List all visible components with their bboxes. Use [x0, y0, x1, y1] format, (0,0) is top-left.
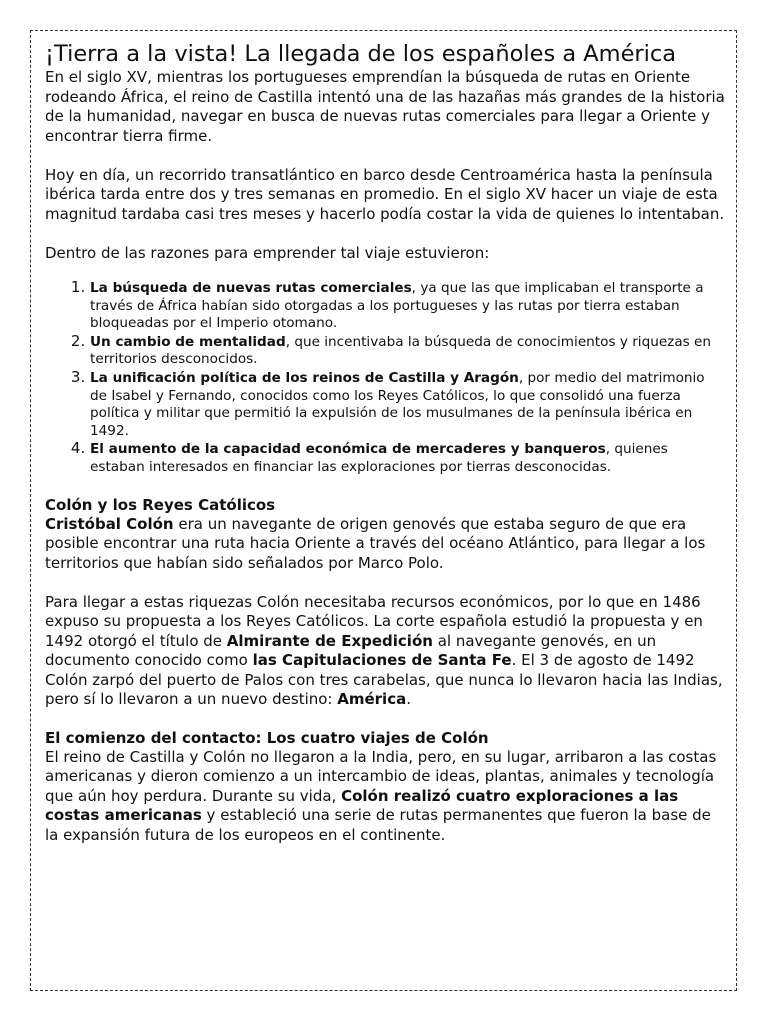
- reason-title: La unificación política de los reinos de Castilla y Aragón: [90, 369, 519, 386]
- reason-title: La búsqueda de nuevas rutas comerciales: [90, 280, 412, 296]
- colon-paragraph-2-text-c: al navegante genovés, en un documento conocido como: [45, 631, 657, 670]
- viajes-paragraph-text-a: El reino de Castilla y Colón no llegaron a la India, pero, en su lugar, arribaron a las costas americanas y dieron comienzo a un intercambio de ideas, plantas, animales y tecnología que aún hoy perdura. Durante su vida,: [45, 747, 717, 805]
- page-title: ¡Tierra a la vista! La llegada de los españoles a América: [45, 41, 677, 67]
- colon-name: Cristóbal Colón: [45, 514, 174, 533]
- viajes-paragraph: [45, 748, 725, 846]
- america-word: América: [337, 690, 407, 709]
- section-heading-colon: Colón y los Reyes Católicos: [45, 495, 276, 514]
- list-item: [90, 333, 725, 369]
- intro-paragraph-1: En el siglo XV, mientras los portugueses emprendían la búsqueda de rutas en Oriente rodeando África, el reino de Castilla intentó una de las hazañas más grandes de la historia de la humanidad, navegar en busca de nuevas rutas comerciales para llegar a Oriente y encontrar tierra firme.: [45, 68, 725, 145]
- colon-paragraph-2: [45, 593, 725, 710]
- list-item: [90, 279, 725, 333]
- colon-paragraph-2-text-a: Para llegar a estas riquezas Colón necesitaba recursos económicos, por lo que en 1486 expuso su propuesta a los Reyes Católicos. La corte española estudió la propuesta y en 1492 otorgó el título de: [45, 592, 703, 650]
- colon-paragraph-2-text-g: .: [406, 690, 411, 709]
- reason-text: , por medio del matrimonio de Isabel y Fernando, conocidos como los Reyes Católicos, lo que consolidó una fuerza política y militar que permitió la expulsión de los musulmanes de la península ibérica en 1492.: [90, 369, 705, 439]
- reasons-list: [45, 279, 725, 477]
- document-body: [45, 40, 725, 845]
- almirante-title: Almirante de Expedición: [226, 631, 433, 650]
- list-item: [90, 440, 725, 476]
- reason-title: Un cambio de mentalidad: [90, 333, 286, 350]
- reason-text: , que incentivaba la búsqueda de conocimientos y riquezas en territorios desconocidos.: [90, 333, 712, 368]
- reason-text: , quienes estaban interesados en financiar las exploraciones por tierras desconocidas.: [90, 441, 668, 475]
- colon-paragraph-1-text: era un navegante de origen genovés que estaba seguro de que era posible encontrar una ruta hacia Oriente a través del océano Atlántico, para llegar a los territorios que habían sido señalados por Marco Polo.: [45, 514, 706, 572]
- capitulaciones-title: las Capitulaciones de Santa Fe: [252, 651, 512, 670]
- colon-paragraph-2-text-e: . El 3 de agosto de 1492 Colón zarpó del puerto de Palos con tres carabelas, que nunca lo llevaron hacia las Indias, pero sí lo llevaron a un nuevo destino:: [45, 651, 723, 709]
- cuatro-exploraciones: Colón realizó cuatro exploraciones a las costas americanas: [45, 786, 679, 825]
- section-heading-viajes: El comienzo del contacto: Los cuatro viajes de Colón: [45, 728, 489, 747]
- intro-paragraph-2: Hoy en día, un recorrido transatlántico en barco desde Centroamérica hasta la península ibérica tarda entre dos y tres semanas en promedio. En el siglo XV hacer un viaje de esta magnitud tardaba casi tres meses y hacerlo podía costar la vida de quienes lo intentaban.: [45, 165, 725, 223]
- list-item: [90, 369, 725, 440]
- reason-text: , ya que las que implicaban el transporte a través de África habían sido otorgadas a los portugueses y las rutas por tierra estaban bloqueadas por el Imperio otomano.: [90, 280, 704, 332]
- intro-paragraph-3: Dentro de las razones para emprender tal viaje estuvieron:: [45, 243, 490, 262]
- colon-paragraph-1: [45, 515, 725, 574]
- reason-title: El aumento de la capacidad económica de mercaderes y banqueros: [90, 441, 606, 458]
- viajes-paragraph-text-c: y estableció una serie de rutas permanentes que fueron la base de la expansión futura de los europeos en el continente.: [45, 806, 711, 844]
